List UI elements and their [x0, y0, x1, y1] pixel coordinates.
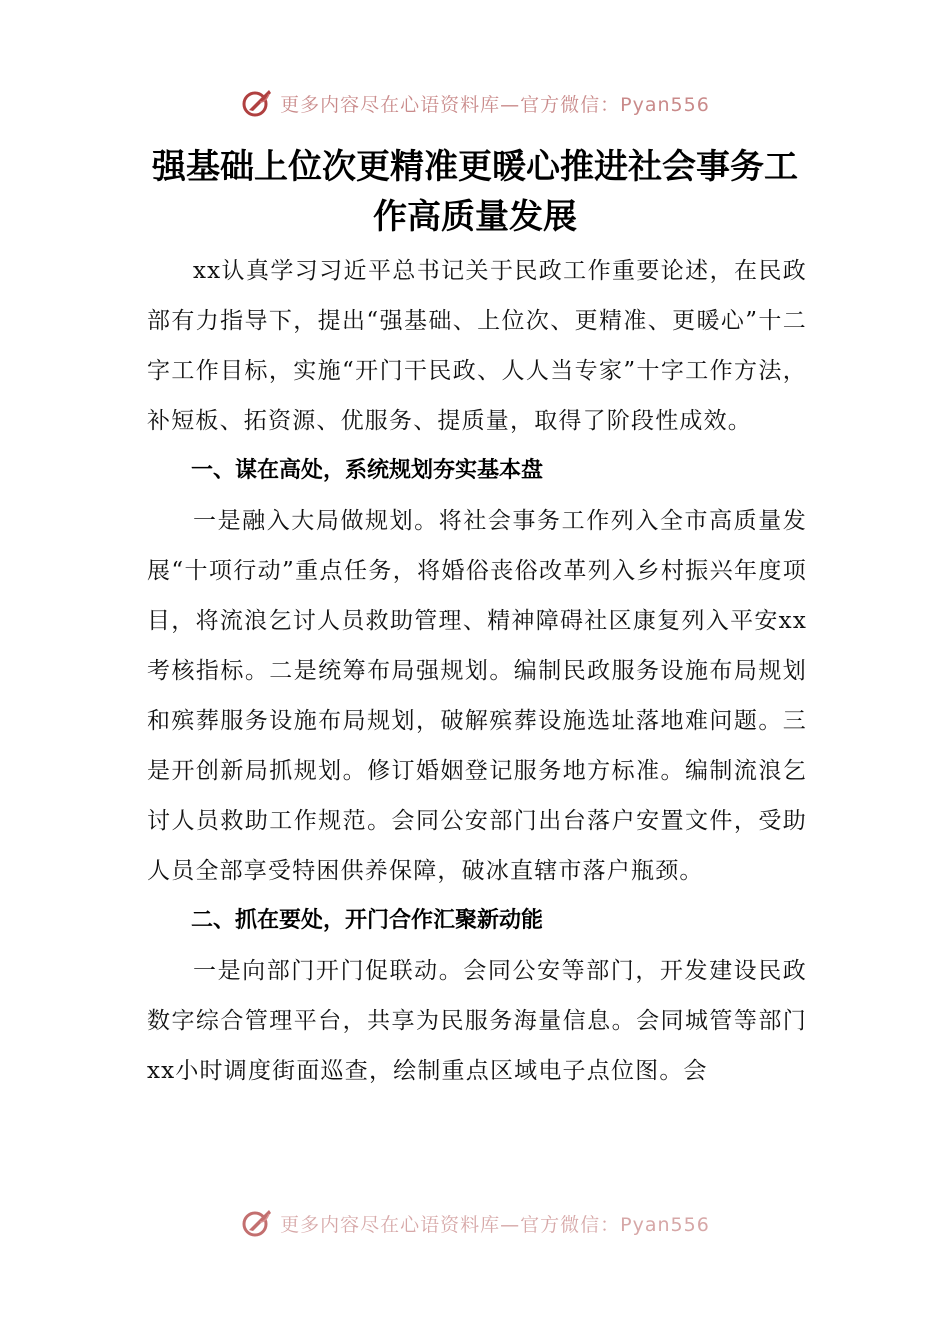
watermark-text: 更多内容尽在心语资料库—官方微信：Pyan556 — [280, 93, 710, 116]
watermark-footer — [0, 1206, 950, 1240]
section-body-1: 一是融入大局做规划。将社会事务工作列入全市高质量发展“十项行动”重点任务，将婚俗丧俗改革列入乡村振兴年度项目，将流浪乞讨人员救助管理、精神障碍社区康复列入平安xx考核指标。二是统筹布局强规划。编制民政服务设施布局规划和殡葬服务设施布局规划，破解殡葬设施选址落地难问题。三是开创新局抓规划。修订婚姻登记服务地方标准。编制流浪乞讨人员救助工作规范。会同公安部门出台落户安置文件，受助人员全部享受特困供养保障，破冰直辖市落户瓶颈。 — [147, 508, 807, 884]
watermark-text: 更多内容尽在心语资料库—官方微信：Pyan556 — [280, 1213, 710, 1236]
quill-pen-logo-icon — [240, 86, 274, 120]
intro-paragraph: xx认真学习习近平总书记关于民政工作重要论述，在民政部有力指导下，提出“强基础、上位次、更精准、更暖心”十二字工作目标，实施“开门干民政、人人当专家”十字工作方法，补短板、拓资源、优服务、提质量，取得了阶段性成效。 — [147, 258, 807, 434]
section-heading-2: 二、抓在要处，开门合作汇聚新动能 — [191, 908, 544, 933]
document-body — [147, 246, 807, 1096]
quill-pen-logo-icon — [240, 1206, 274, 1240]
section-body-2: 一是向部门开门促联动。会同公安等部门，开发建设民政数字综合管理平台，共享为民服务海量信息。会同城管等部门xx小时调度街面巡查，绘制重点区域电子点位图。会 — [147, 958, 807, 1084]
section-heading-1: 一、谋在高处，系统规划夯实基本盘 — [191, 458, 544, 483]
watermark-header — [0, 86, 950, 120]
document-title: 强基础上位次更精准更暖心推进社会事务工作高质量发展 — [152, 147, 798, 237]
